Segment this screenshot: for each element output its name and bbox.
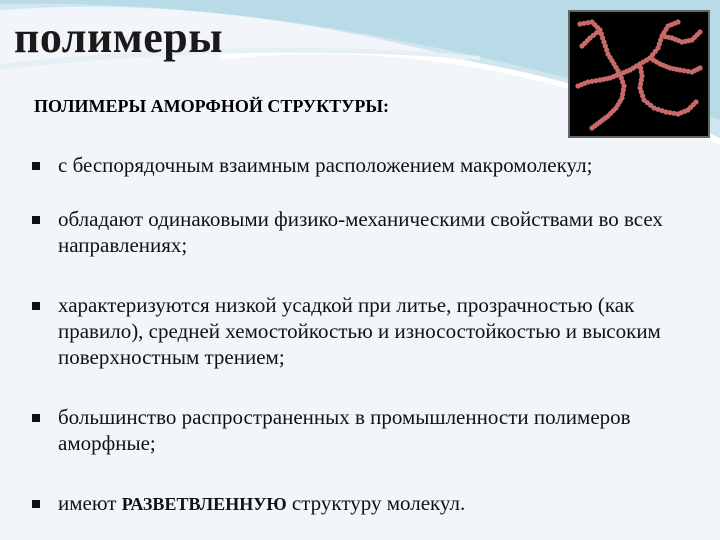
slide-subtitle: ПОЛИМЕРЫ АМОРФНОЙ СТРУКТУРЫ:: [34, 96, 390, 116]
list-item: [32, 404, 716, 456]
bullet-square-icon: [32, 216, 40, 224]
bullet-square-icon: [32, 414, 40, 422]
bullet-text: с беспорядочным взаимным расположением макромолекул;: [58, 153, 593, 177]
polymer-bead: [693, 99, 698, 104]
bullet-square-icon: [32, 500, 40, 508]
bullet-text: [32, 490, 716, 517]
polymer-bead: [675, 19, 680, 24]
bullet-square-icon: [32, 302, 40, 310]
bullet-text: большинство распространенных в промышленности полимеров аморфные;: [58, 405, 631, 455]
bullet-text-before: имеют: [58, 491, 122, 515]
branched-polymer-image: [568, 10, 710, 138]
polymer-bead: [589, 125, 594, 130]
bullet-text: обладают одинаковыми физико-механическими свойствами во всех направлениях;: [58, 207, 663, 257]
bullet-text-after: структуру молекул.: [286, 491, 466, 515]
bullet-text-bold: РАЗВЕТВЛЕННУЮ: [121, 494, 287, 514]
bullet-square-icon: [32, 162, 40, 170]
list-item: [32, 292, 716, 370]
polymer-bead: [579, 43, 584, 48]
bullet-text: характеризуются низкой усадкой при литье, прозрачностью (как правило), средней хемостойкостью и износостойкостью и высоким поверхностным трением;: [58, 293, 661, 369]
list-item: [32, 206, 716, 258]
polymer-bead: [697, 65, 702, 70]
slide-title: полимеры: [14, 13, 224, 62]
list-item: [32, 490, 716, 517]
list-item: [32, 152, 716, 178]
polymer-bead: [575, 83, 580, 88]
polymer-bead: [697, 29, 702, 34]
